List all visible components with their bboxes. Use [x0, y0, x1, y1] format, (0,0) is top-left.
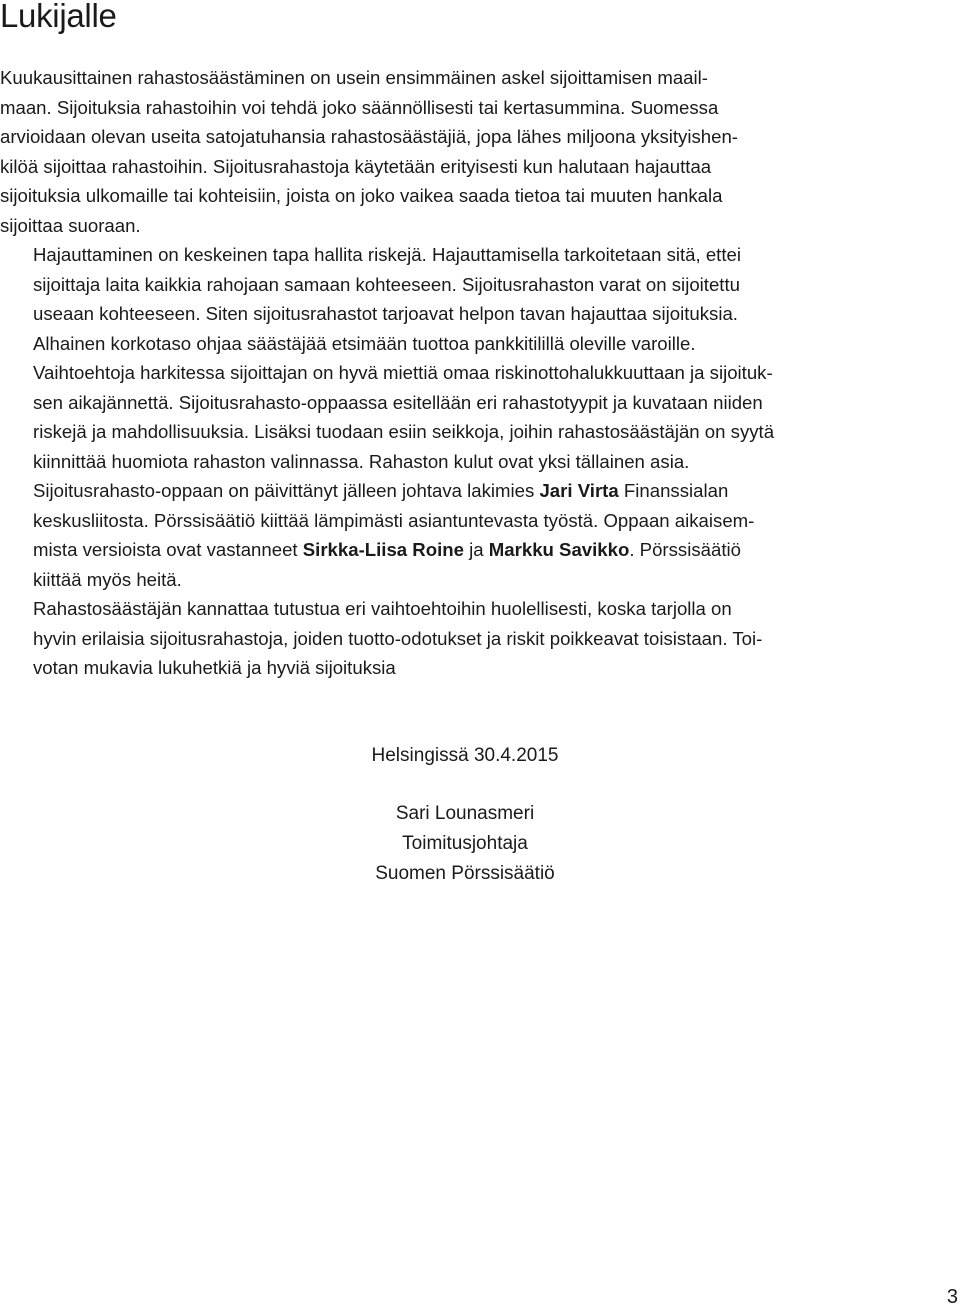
text-line — [0, 152, 860, 182]
person-name: Sirkka-Liisa Roine — [302, 539, 464, 560]
paragraph — [0, 329, 860, 477]
text-line — [0, 299, 860, 329]
text-line — [0, 535, 860, 565]
text-line — [0, 417, 860, 447]
paragraph — [0, 594, 860, 683]
text-line — [0, 358, 860, 388]
signer-name: Sari Lounasmeri — [395, 803, 535, 824]
text-segment: hyvin erilaisia sijoitusrahastoja, joiden tuotto-odotukset ja riskit poikkeavat toisistaan. Toi- — [33, 627, 763, 649]
text-line — [0, 63, 860, 93]
text-line — [0, 270, 860, 300]
text-segment: sen aikajännettä. Sijoitusrahasto-oppaassa esitellään eri rahastotyypit ja kuvataan niiden — [33, 391, 763, 413]
text-segment: sijoittaja laita kaikkia rahojaan samaan kohteeseen. Sijoitusrahaston varat on sijoitettu — [33, 273, 740, 295]
person-name: Markku Savikko — [488, 539, 630, 560]
paragraph — [0, 63, 860, 240]
paragraph — [0, 240, 860, 329]
text-line — [0, 329, 860, 359]
text-segment: Finanssialan — [618, 480, 729, 501]
signature-block — [230, 799, 700, 889]
paragraph — [0, 476, 860, 594]
page-title: Lukijalle — [0, 0, 117, 34]
text-segment: Kuukausittainen rahastosäästäminen on usein ensimmäinen askel sijoittamisen maail- — [0, 67, 708, 88]
text-segment: arvioidaan olevan useita satojatuhansia rahastosäästäjiä, jopa lähes miljoona yksityishen- — [0, 126, 738, 147]
text-segment: keskusliitosta. Pörssisäätiö kiittää lämpimästi asiantuntevasta työstä. Oppaan aikaisem- — [33, 509, 755, 531]
text-line — [0, 181, 860, 211]
text-segment: votan mukavia lukuhetkiä ja hyviä sijoituksia — [33, 657, 396, 678]
text-line — [0, 240, 860, 270]
text-segment: useaan kohteeseen. Siten sijoitusrahastot tarjoavat helpon tavan hajauttaa sijoituksia. — [33, 303, 738, 324]
text-line — [0, 476, 860, 506]
signer-role: Toimitusjohtaja — [402, 833, 528, 854]
text-line — [0, 653, 860, 683]
text-segment: Alhainen korkotaso ohjaa säästäjää etsimään tuottoa pankkitilillä oleville varoille. — [33, 332, 696, 354]
text-segment: Rahastosäästäjän kannattaa tutustua eri vaihtoehtoihin huolellisesti, koska tarjolla on — [33, 598, 732, 619]
person-name: Jari Virta — [539, 480, 619, 501]
text-line — [0, 388, 860, 418]
text-segment: kilöä sijoittaa rahastoihin. Sijoitusrahastoja käytetään erityisesti kun halutaan hajauttaa — [0, 155, 712, 177]
text-segment: Vaihtoehtoja harkitessa sijoittajan on hyvä miettiä omaa riskinottohalukkuuttaan ja sijoituk- — [33, 362, 773, 383]
text-segment: Hajauttaminen on keskeinen tapa hallita riskejä. Hajauttamisella tarkoitetaan sitä, ettei — [33, 244, 741, 265]
text-segment: kiinnittää huomiota rahaston valinnassa. Rahaston kulut ovat yksi tällainen asia. — [33, 450, 690, 472]
signer-organization: Suomen Pörssisäätiö — [375, 863, 555, 884]
text-segment: maan. Sijoituksia rahastoihin voi tehdä joko säännöllisesti tai kertasummina. Suomessa — [0, 96, 719, 118]
text-line — [0, 565, 860, 595]
text-segment: . Pörssisäätiö — [629, 539, 741, 560]
text-line — [0, 122, 860, 152]
text-line — [0, 506, 860, 536]
text-line — [0, 93, 860, 123]
place-and-date: Helsingissä 30.4.2015 — [371, 745, 559, 766]
text-segment: Sijoitusrahasto-oppaan on päivittänyt jälleen johtava lakimies — [33, 480, 540, 501]
text-line — [0, 211, 860, 241]
text-segment: sijoittaa suoraan. — [0, 214, 141, 236]
page-number: 3 — [946, 1286, 958, 1308]
text-line — [0, 594, 860, 624]
text-segment: riskejä ja mahdollisuuksia. Lisäksi tuodaan esiin seikkoja, joihin rahastosäästäjän on syytä — [33, 421, 775, 442]
text-segment: ja — [463, 539, 489, 560]
text-line — [0, 447, 860, 477]
text-segment: kiittää myös heitä. — [33, 568, 182, 590]
letter-body — [0, 63, 860, 683]
text-segment: mista versioista ovat vastanneet — [33, 539, 303, 560]
text-line — [0, 624, 860, 654]
text-segment: sijoituksia ulkomaille tai kohteisiin, joista on joko vaikea saada tietoa tai muuten hankala — [0, 185, 723, 206]
